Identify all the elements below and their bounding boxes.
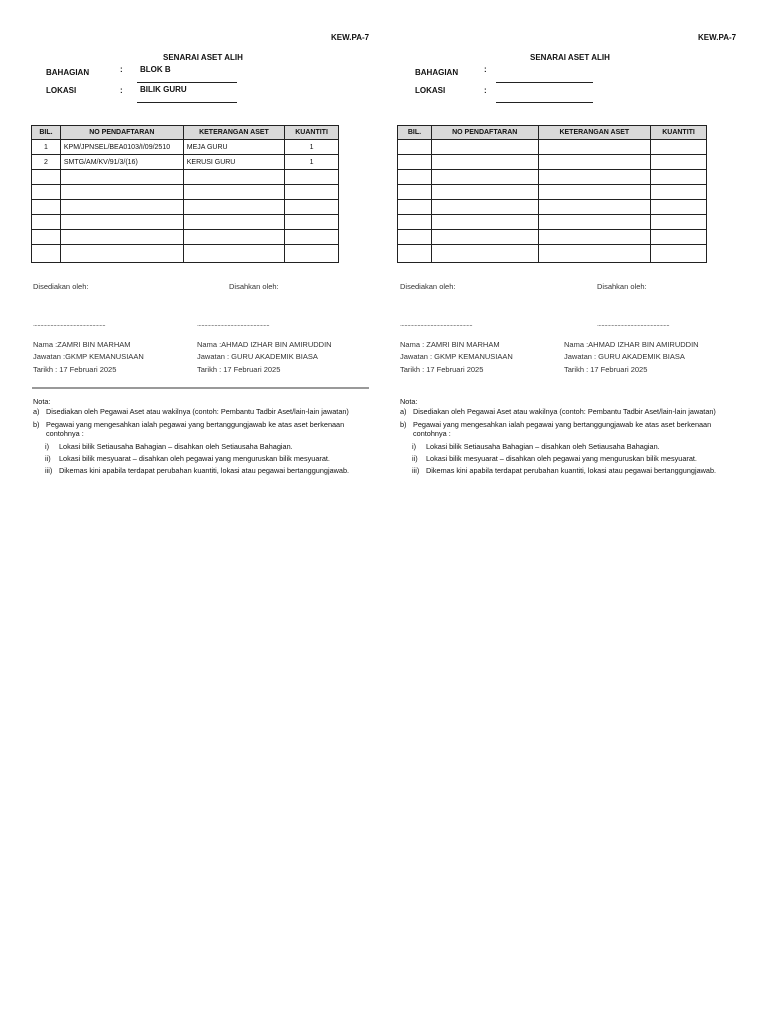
- cell-no-pendaftaran: [60, 170, 183, 185]
- col-header-keterangan-aset: KETERANGAN ASET: [183, 126, 284, 140]
- lokasi-underline: [496, 102, 593, 103]
- approver-jawatan: Jawatan : GURU AKADEMIK BIASA: [197, 352, 318, 361]
- cell-bil: [398, 230, 432, 245]
- nota-i-text: Lokasi bilik Setiausaha Bahagian – disahkan oleh Setiausaha Bahagian.: [59, 442, 293, 451]
- approver-jawatan: Jawatan : GURU AKADEMIK BIASA: [564, 352, 685, 361]
- cell-keterangan: [538, 230, 651, 245]
- nota-heading: Nota:: [33, 397, 51, 406]
- signature-line-right: ..................................................: [197, 321, 270, 328]
- asset-table: [31, 125, 339, 263]
- cell-kuantiti: [285, 230, 339, 245]
- form-code: KEW.PA-7: [698, 33, 737, 42]
- table-row: [32, 215, 339, 230]
- table-row: [32, 140, 339, 155]
- bahagian-label: BAHAGIAN: [46, 68, 90, 77]
- lokasi-colon: :: [120, 86, 123, 95]
- nota-a-text: Disediakan oleh Pegawai Aset atau wakilnya (contoh: Pembantu Tadbir Aset/lain-lain jawatan): [413, 407, 716, 416]
- lokasi-colon: :: [484, 86, 487, 95]
- cell-keterangan: [183, 200, 284, 215]
- cell-no-pendaftaran: [431, 215, 538, 230]
- form-title: SENARAI ASET ALIH: [163, 53, 243, 62]
- form-right: [397, 0, 737, 480]
- nota-iii-text: Dikemas kini apabila terdapat perubahan kuantiti, lokasi atau pegawai bertanggungjawab.: [426, 466, 717, 475]
- col-header-no-pendaftaran: NO PENDAFTARAN: [431, 126, 538, 140]
- table-row: [398, 185, 707, 200]
- nota-a-marker: a): [33, 407, 40, 416]
- cell-kuantiti: 1: [285, 155, 339, 170]
- cell-keterangan: [538, 245, 651, 263]
- approver-tarikh: Tarikh : 17 Februari 2025: [564, 365, 648, 374]
- table-row: [32, 170, 339, 185]
- nota-a-marker: a): [400, 407, 407, 416]
- disahkan-label: Disahkan oleh:: [229, 282, 279, 291]
- cell-keterangan: [183, 245, 284, 263]
- disediakan-label: Disediakan oleh:: [400, 282, 456, 291]
- cell-keterangan: [538, 140, 651, 155]
- table-row: [32, 245, 339, 263]
- cell-no-pendaftaran: [431, 245, 538, 263]
- form-code: KEW.PA-7: [331, 33, 370, 42]
- cell-kuantiti: [651, 155, 707, 170]
- preparer-nama: Nama : ZAMRI BIN MARHAM: [400, 340, 500, 349]
- cell-keterangan: [538, 185, 651, 200]
- cell-kuantiti: 1: [285, 140, 339, 155]
- cell-keterangan: [183, 230, 284, 245]
- nota-i-marker: i): [45, 442, 50, 451]
- cell-no-pendaftaran: SMTG/AM/KV/91/3/(16): [60, 155, 183, 170]
- col-header-kuantiti: KUANTITI: [651, 126, 707, 140]
- divider: [32, 387, 369, 389]
- cell-bil: [398, 200, 432, 215]
- signature-line-left: ..................................................: [400, 321, 473, 328]
- col-header-kuantiti: KUANTITI: [285, 126, 339, 140]
- cell-kuantiti: [651, 215, 707, 230]
- cell-keterangan: [538, 155, 651, 170]
- nota-a-text: Disediakan oleh Pegawai Aset atau wakilnya (contoh: Pembantu Tadbir Aset/lain-lain jawatan): [46, 407, 349, 416]
- cell-bil: 2: [32, 155, 61, 170]
- approver-nama: Nama :AHMAD IZHAR BIN AMIRUDDIN: [197, 340, 332, 349]
- bahagian-underline: [496, 82, 593, 83]
- cell-no-pendaftaran: [431, 200, 538, 215]
- col-header-no-pendaftaran: NO PENDAFTARAN: [60, 126, 183, 140]
- bahagian-value: BLOK B: [140, 65, 171, 74]
- nota-iii-text: Dikemas kini apabila terdapat perubahan kuantiti, lokasi atau pegawai bertanggungjawab.: [59, 466, 350, 475]
- table-row: [398, 155, 707, 170]
- cell-keterangan: [538, 215, 651, 230]
- cell-keterangan: MEJA GURU: [183, 140, 284, 155]
- cell-no-pendaftaran: [60, 245, 183, 263]
- nota-b-text: Pegawai yang mengesahkan ialah pegawai yang bertanggungjawab ke atas aset berkenaan: [413, 420, 712, 429]
- cell-bil: [398, 170, 432, 185]
- cell-bil: [32, 170, 61, 185]
- cell-keterangan: [183, 215, 284, 230]
- table-row: [398, 245, 707, 263]
- nota-b-marker: b): [400, 420, 407, 429]
- cell-no-pendaftaran: KPM/JPNSEL/BEA0103/I/09/2510: [60, 140, 183, 155]
- cell-no-pendaftaran: [431, 140, 538, 155]
- cell-kuantiti: [285, 170, 339, 185]
- table-header-row: [398, 126, 707, 140]
- table-row: [398, 215, 707, 230]
- cell-kuantiti: [651, 245, 707, 263]
- col-header-bil: BIL.: [32, 126, 61, 140]
- nota-ii-marker: ii): [412, 454, 418, 463]
- cell-no-pendaftaran: [60, 230, 183, 245]
- table-row: [398, 170, 707, 185]
- cell-bil: [32, 185, 61, 200]
- lokasi-label: LOKASI: [415, 86, 446, 95]
- cell-bil: [32, 230, 61, 245]
- nota-ii-text: Lokasi bilik mesyuarat – disahkan oleh pegawai yang menguruskan bilik mesyuarat.: [426, 454, 697, 463]
- cell-keterangan: [183, 170, 284, 185]
- cell-no-pendaftaran: [431, 230, 538, 245]
- lokasi-label: LOKASI: [46, 86, 77, 95]
- disahkan-label: Disahkan oleh:: [597, 282, 647, 291]
- asset-table: [397, 125, 707, 263]
- signature-line-right: ..................................................: [597, 321, 670, 328]
- nota-b-marker: b): [33, 420, 40, 429]
- cell-kuantiti: [285, 200, 339, 215]
- form-title: SENARAI ASET ALIH: [530, 53, 610, 62]
- approver-nama: Nama :AHMAD IZHAR BIN AMIRUDDIN: [564, 340, 699, 349]
- cell-bil: [398, 185, 432, 200]
- cell-keterangan: [538, 200, 651, 215]
- cell-no-pendaftaran: [431, 155, 538, 170]
- nota-iii-marker: iii): [412, 466, 420, 475]
- table-row: [32, 185, 339, 200]
- nota-i-text: Lokasi bilik Setiausaha Bahagian – disahkan oleh Setiausaha Bahagian.: [426, 442, 660, 451]
- cell-bil: 1: [32, 140, 61, 155]
- cell-kuantiti: [651, 230, 707, 245]
- cell-kuantiti: [285, 215, 339, 230]
- cell-keterangan: [538, 170, 651, 185]
- cell-keterangan: KERUSI GURU: [183, 155, 284, 170]
- lokasi-value: BILIK GURU: [140, 85, 187, 94]
- cell-kuantiti: [285, 245, 339, 263]
- preparer-jawatan: Jawatan :GKMP KEMANUSIAAN: [33, 352, 144, 361]
- table-row: [398, 140, 707, 155]
- cell-kuantiti: [651, 185, 707, 200]
- preparer-nama: Nama :ZAMRI BIN MARHAM: [33, 340, 131, 349]
- nota-b-text-cont: contohnya :: [46, 429, 84, 438]
- bahagian-label: BAHAGIAN: [415, 68, 459, 77]
- nota-ii-marker: ii): [45, 454, 51, 463]
- nota-ii-text: Lokasi bilik mesyuarat – disahkan oleh pegawai yang menguruskan bilik mesyuarat.: [59, 454, 330, 463]
- table-row: [32, 230, 339, 245]
- bahagian-underline: [137, 82, 237, 83]
- cell-no-pendaftaran: [431, 170, 538, 185]
- cell-no-pendaftaran: [60, 215, 183, 230]
- cell-bil: [398, 215, 432, 230]
- cell-no-pendaftaran: [431, 185, 538, 200]
- nota-b-text-cont: contohnya :: [413, 429, 451, 438]
- table-row: [398, 200, 707, 215]
- cell-bil: [32, 200, 61, 215]
- table-row: [32, 155, 339, 170]
- table-row: [32, 200, 339, 215]
- cell-kuantiti: [651, 170, 707, 185]
- form-left: [31, 0, 371, 480]
- bahagian-colon: :: [484, 65, 487, 74]
- table-header-row: [32, 126, 339, 140]
- cell-keterangan: [183, 185, 284, 200]
- cell-no-pendaftaran: [60, 185, 183, 200]
- cell-kuantiti: [651, 140, 707, 155]
- bahagian-colon: :: [120, 65, 123, 74]
- nota-b-text: Pegawai yang mengesahkan ialah pegawai yang bertanggungjawab ke atas aset berkenaan: [46, 420, 345, 429]
- cell-no-pendaftaran: [60, 200, 183, 215]
- table-row: [398, 230, 707, 245]
- nota-heading: Nota:: [400, 397, 418, 406]
- signature-line-left: ..................................................: [33, 321, 106, 328]
- nota-i-marker: i): [412, 442, 417, 451]
- col-header-bil: BIL.: [398, 126, 432, 140]
- cell-bil: [398, 140, 432, 155]
- cell-kuantiti: [651, 200, 707, 215]
- cell-bil: [398, 245, 432, 263]
- preparer-jawatan: Jawatan : GKMP KEMANUSIAAN: [400, 352, 513, 361]
- preparer-tarikh: Tarikh : 17 Februari 2025: [400, 365, 484, 374]
- nota-iii-marker: iii): [45, 466, 53, 475]
- cell-kuantiti: [285, 185, 339, 200]
- cell-bil: [32, 215, 61, 230]
- approver-tarikh: Tarikh : 17 Februari 2025: [197, 365, 281, 374]
- col-header-keterangan-aset: KETERANGAN ASET: [538, 126, 651, 140]
- lokasi-underline: [137, 102, 237, 103]
- cell-bil: [398, 155, 432, 170]
- preparer-tarikh: Tarikh : 17 Februari 2025: [33, 365, 117, 374]
- disediakan-label: Disediakan oleh:: [33, 282, 89, 291]
- cell-bil: [32, 245, 61, 263]
